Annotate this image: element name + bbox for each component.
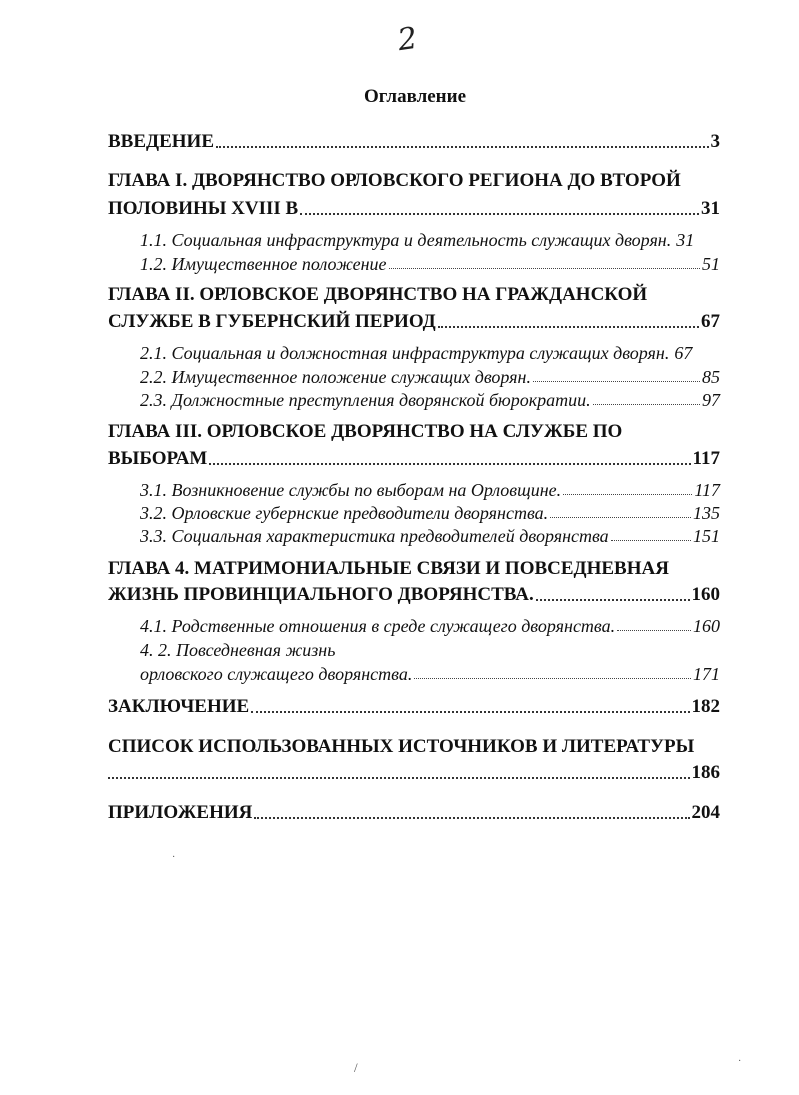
toc-entry-section-2-2[interactable] bbox=[140, 368, 720, 386]
toc-page-number: 31 bbox=[676, 230, 695, 250]
toc-page-number: 67 bbox=[674, 343, 693, 363]
toc-entry-chapter-4[interactable] bbox=[108, 585, 720, 604]
leader-dots bbox=[438, 325, 699, 328]
toc-page-number: 97 bbox=[702, 390, 720, 410]
toc-page-number: 160 bbox=[691, 584, 720, 605]
toc-page-number: 31 bbox=[701, 198, 720, 219]
toc-entry-label: 1.1. Социальная инфраструктура и деятельность служащих дворян. bbox=[140, 230, 672, 250]
toc-entry-label: СЛУЖБЕ В ГУБЕРНСКИЙ ПЕРИОД bbox=[108, 311, 436, 332]
toc-page-number: 182 bbox=[691, 696, 720, 717]
toc-title: Оглавление bbox=[363, 86, 467, 107]
toc-entry-conclusion[interactable] bbox=[108, 697, 720, 716]
leader-dots bbox=[593, 403, 700, 405]
toc-entry-section-3-2[interactable] bbox=[140, 504, 720, 522]
toc-entry-appendix[interactable] bbox=[108, 803, 720, 822]
toc-entry-chapter-3[interactable] bbox=[108, 449, 720, 468]
toc-sources-title: СПИСОК ИСПОЛЬЗОВАННЫХ ИСТОЧНИКОВ И ЛИТЕРАТУРЫ bbox=[108, 736, 695, 757]
leader-dots bbox=[563, 493, 692, 495]
toc-page-number: 160 bbox=[693, 616, 720, 636]
toc-page-number: 117 bbox=[694, 480, 720, 500]
toc-entry-section-2-3[interactable] bbox=[140, 391, 720, 409]
scan-speck: · bbox=[172, 852, 176, 863]
toc-chapter-3-title: ГЛАВА III. ОРЛОВСКОЕ ДВОРЯНСТВО НА СЛУЖБЕ ПО bbox=[108, 421, 623, 442]
toc-entry-label: ЗАКЛЮЧЕНИЕ bbox=[108, 696, 250, 717]
toc-entry-intro[interactable] bbox=[108, 132, 720, 151]
leader-dots bbox=[209, 462, 690, 465]
toc-page-number: 171 bbox=[693, 664, 720, 684]
toc-entry-section-1-2[interactable] bbox=[140, 255, 720, 273]
toc-page-number: 117 bbox=[692, 448, 720, 469]
toc-entry-section-2-1[interactable] bbox=[140, 344, 720, 362]
toc-entry-section-3-1[interactable] bbox=[140, 481, 720, 499]
toc-chapter-2-title: ГЛАВА II. ОРЛОВСКОЕ ДВОРЯНСТВО НА ГРАЖДАНСКОЙ bbox=[108, 284, 648, 305]
toc-entry-label: 2.2. Имущественное положение служащих дворян. bbox=[140, 367, 531, 387]
toc-entry-label: 2.1. Социальная и должностная инфраструктура служащих дворян. bbox=[140, 343, 670, 363]
toc-entry-label: орловского служащего дворянства. bbox=[140, 664, 413, 684]
toc-chapter-4-title: ГЛАВА 4. МАТРИМОНИАЛЬНЫЕ СВЯЗИ И ПОВСЕДНЕВНАЯ bbox=[108, 558, 669, 579]
leader-dots bbox=[533, 380, 700, 382]
scan-speck: / bbox=[354, 1060, 358, 1075]
leader-dots bbox=[536, 598, 690, 601]
toc-entry-section-3-3[interactable] bbox=[140, 527, 720, 545]
toc-page-number: 151 bbox=[693, 526, 720, 546]
page-number: 2 bbox=[395, 20, 420, 59]
toc-entry-label: ВЫБОРАМ bbox=[108, 448, 208, 469]
leader-dots bbox=[254, 816, 689, 819]
leader-dots bbox=[617, 629, 691, 631]
toc-section-4-2-title: 4. 2. Повседневная жизнь bbox=[140, 640, 336, 660]
toc-entry-label: 1.2. Имущественное положение bbox=[140, 254, 387, 274]
toc-page-number: 3 bbox=[710, 131, 720, 152]
toc-entry-chapter-2[interactable] bbox=[108, 312, 720, 331]
leader-dots bbox=[389, 267, 701, 269]
toc-entry-label: ЖИЗНЬ ПРОВИНЦИАЛЬНОГО ДВОРЯНСТВА. bbox=[108, 584, 534, 605]
toc-entry-section-1-1[interactable] bbox=[140, 231, 720, 249]
leader-dots bbox=[414, 677, 691, 679]
leader-dots bbox=[300, 212, 699, 215]
leader-dots bbox=[108, 776, 690, 779]
leader-dots bbox=[611, 539, 691, 541]
toc-entry-section-4-1[interactable] bbox=[140, 617, 720, 635]
toc-page-number: 85 bbox=[702, 367, 720, 387]
toc-page-number: 135 bbox=[693, 503, 720, 523]
toc-entry-label: 3.1. Возникновение службы по выборам на Орловщине. bbox=[140, 480, 562, 500]
toc-entry-label: 3.2. Орловские губернские предводители дворянства. bbox=[140, 503, 549, 523]
scan-speck: · bbox=[738, 1056, 742, 1067]
toc-entry-label: 3.3. Социальная характеристика предводителей дворянства bbox=[140, 526, 609, 546]
toc-page-number: 204 bbox=[691, 802, 720, 823]
toc-page-number: 186 bbox=[691, 762, 720, 783]
toc-chapter-1-title: ГЛАВА I. ДВОРЯНСТВО ОРЛОВСКОГО РЕГИОНА ДО ВТОРОЙ bbox=[108, 170, 681, 191]
toc-entry-sources[interactable] bbox=[108, 763, 720, 782]
leader-dots bbox=[251, 710, 689, 713]
toc-page-number: 67 bbox=[701, 311, 720, 332]
toc-entry-label: 4.1. Родственные отношения в среде служащего дворянства. bbox=[140, 616, 616, 636]
toc-page-number: 51 bbox=[702, 254, 720, 274]
toc-entry-section-4-2[interactable] bbox=[140, 665, 720, 683]
toc-entry-label: ПРИЛОЖЕНИЯ bbox=[108, 802, 253, 823]
toc-entry-label: ВВЕДЕНИЕ bbox=[108, 131, 214, 152]
toc-entry-label: 2.3. Должностные преступления дворянской бюрократии. bbox=[140, 390, 591, 410]
leader-dots bbox=[550, 516, 691, 518]
toc-entry-label: ПОЛОВИНЫ XVIII В bbox=[108, 198, 299, 219]
toc-entry-chapter-1[interactable] bbox=[108, 199, 720, 218]
leader-dots bbox=[216, 145, 709, 148]
